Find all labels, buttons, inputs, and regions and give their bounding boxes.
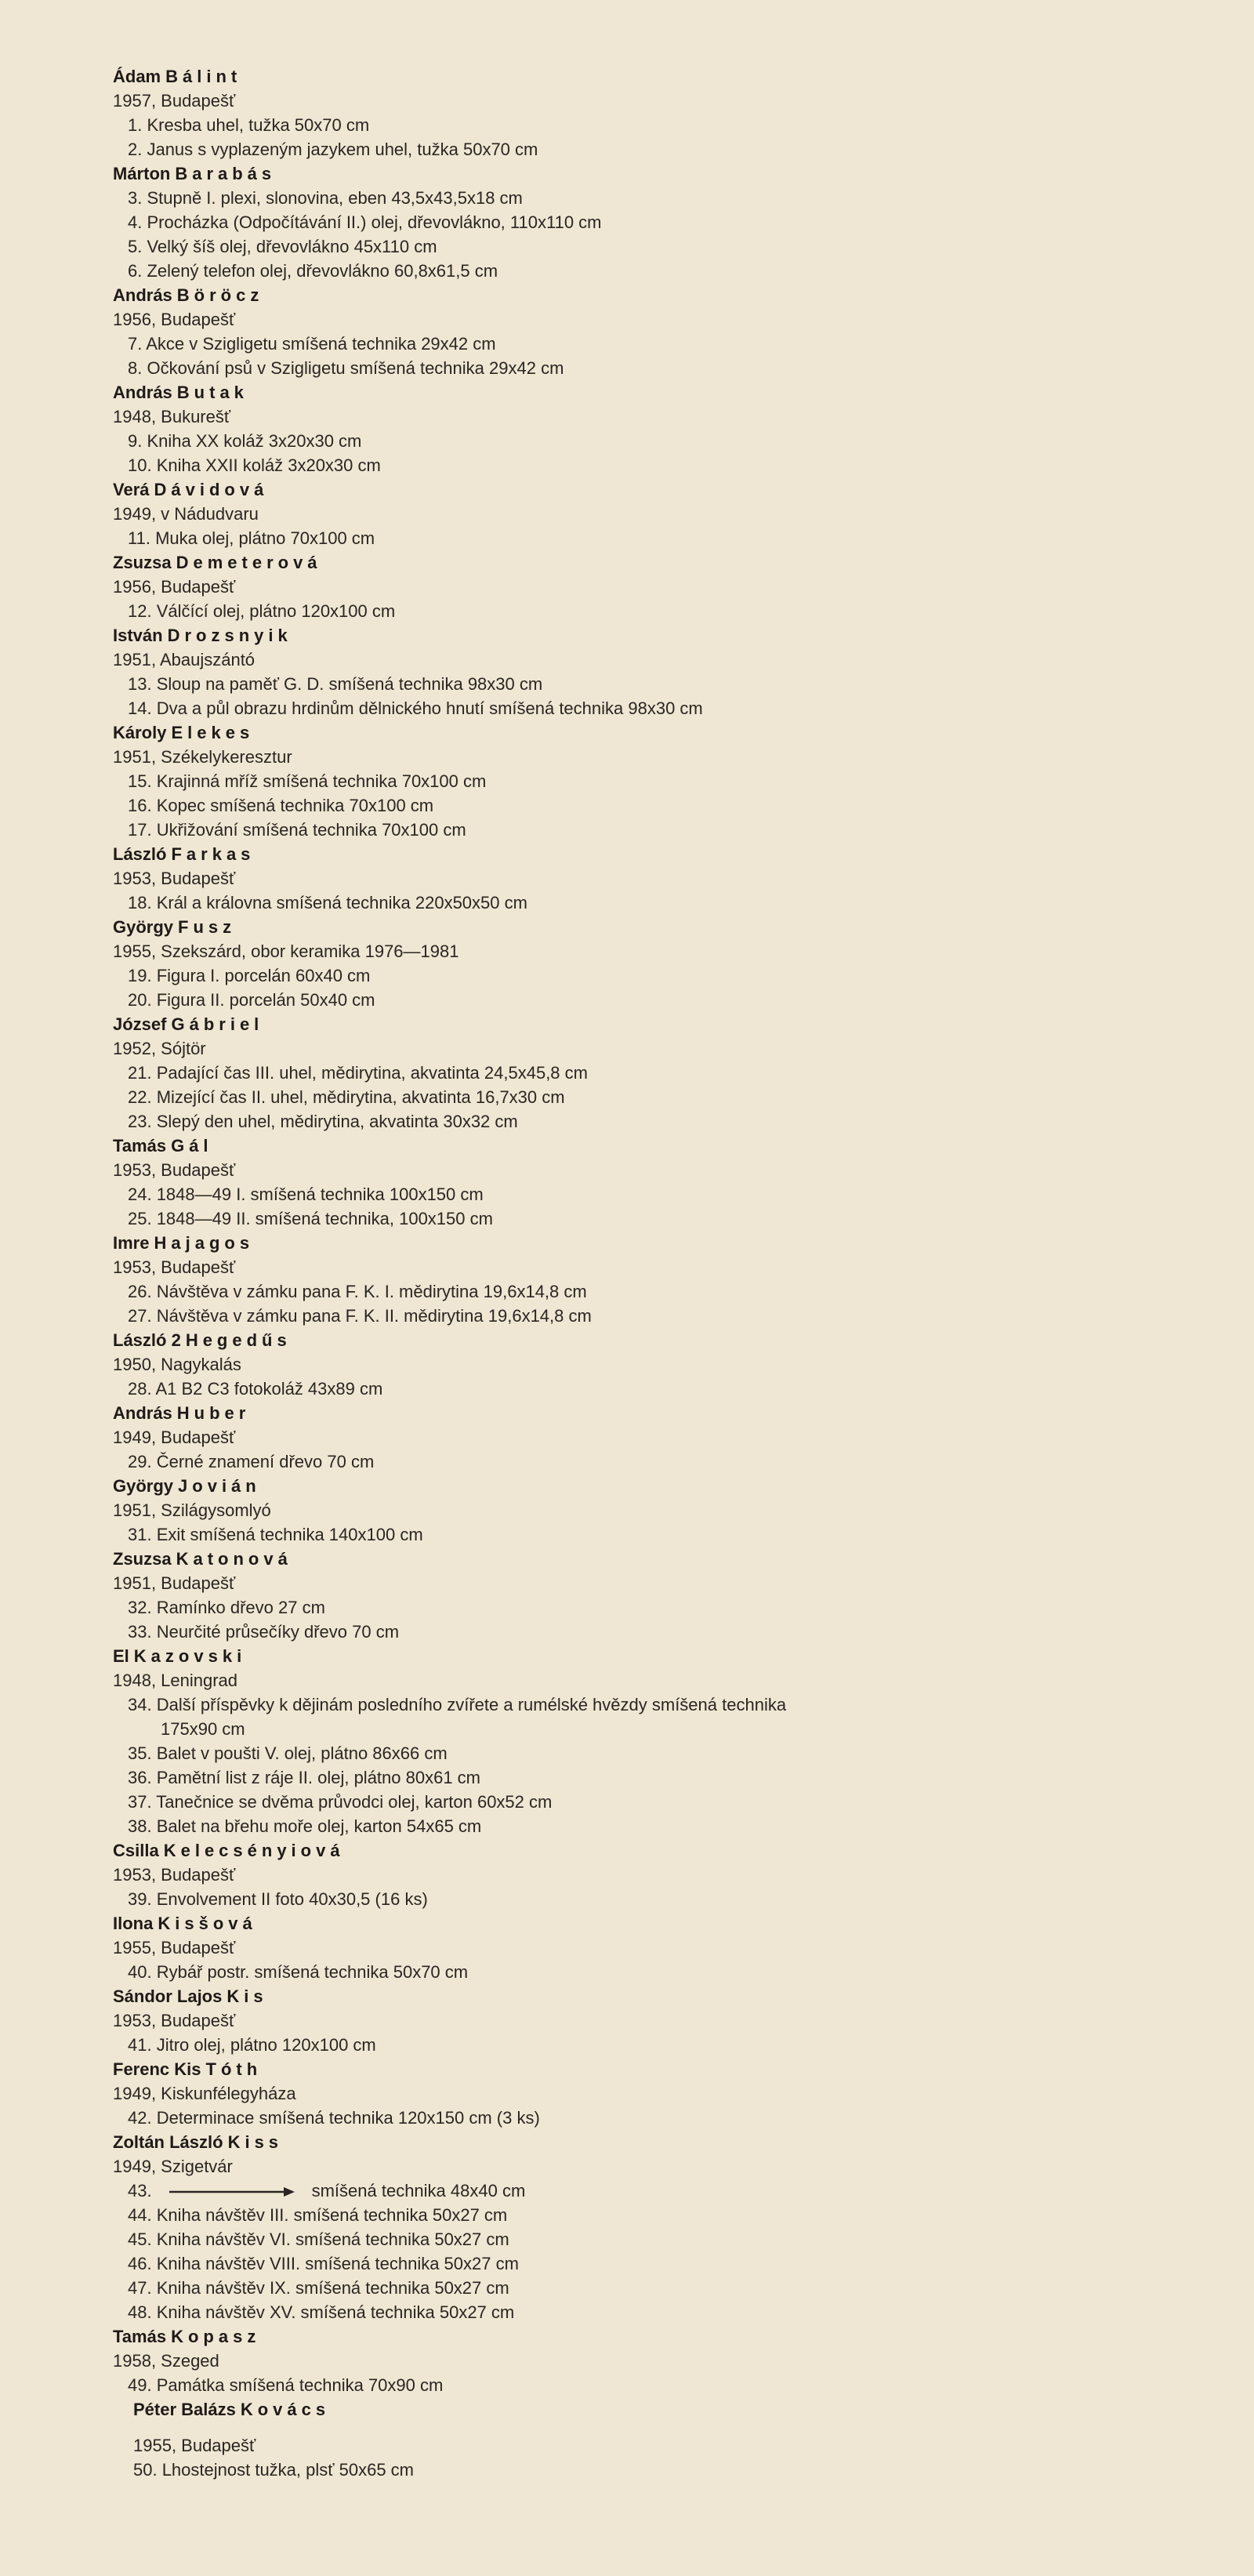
- artist-entry: [113, 720, 1210, 842]
- work-item: 7. Akce v Szigligetu smíšená technika 29x42 cm: [128, 334, 496, 354]
- artist-name: András Butak: [113, 383, 248, 402]
- artist-entry: [113, 623, 1210, 720]
- work-item: 48. Kniha návštěv XV. smíšená technika 50x27 cm: [128, 2302, 515, 2322]
- artist-entry: [113, 1911, 1210, 1984]
- artist-birth-info: 1949, Budapešť: [113, 1428, 236, 1447]
- artist-birth-info: 1956, Budapešť: [113, 577, 236, 597]
- work-item: 39. Envolvement II foto 40x30,5 (16 ks): [128, 1889, 428, 1909]
- work-item: 10. Kniha XXII koláž 3x20x30 cm: [128, 455, 381, 475]
- artist-entry: [113, 2130, 1210, 2324]
- work-item: 46. Kniha návštěv VIII. smíšená technika 50x27 cm: [128, 2254, 519, 2273]
- artist-name: Márton Barabás: [113, 164, 277, 183]
- work-item: 3. Stupně I. plexi, slonovina, eben 43,5x43,5x18 cm: [128, 188, 523, 208]
- artist-birth-info: 1953, Budapešť: [113, 1160, 236, 1180]
- artist-entry: [113, 161, 1210, 283]
- work-item: 29. Černé znamení dřevo 70 cm: [128, 1452, 375, 1471]
- work-item: 4. Procházka (Odpočítávání II.) olej, dřevovlákno, 110x110 cm: [128, 212, 602, 232]
- work-item: 11. Muka olej, plátno 70x100 cm: [128, 528, 375, 548]
- artist-name: Ferenc Kis Tóth: [113, 2059, 263, 2079]
- work-item: 2. Janus s vyplazeným jazykem uhel, tužka 50x70 cm: [128, 140, 538, 159]
- artist-name: András Böröcz: [113, 285, 264, 305]
- work-item: 40. Rybář postr. smíšená technika 50x70 cm: [128, 1962, 469, 1982]
- artist-birth-info: 1949, Kiskunfélegyháza: [113, 2084, 296, 2103]
- artist-entry: [113, 550, 1210, 623]
- artist-birth-info: 1953, Budapešť: [113, 869, 236, 888]
- work-item: 27. Návštěva v zámku pana F. K. II. mědirytina 19,6x14,8 cm: [128, 1306, 592, 1326]
- artist-birth-info: 1951, Szilágysomlyó: [113, 1500, 271, 1520]
- artist-birth-info: 1949, Szigetvár: [113, 2157, 233, 2176]
- artist-name: Imre Hajagos: [113, 1233, 255, 1253]
- work-item: 45. Kniha návštěv VI. smíšená technika 50x27 cm: [128, 2230, 509, 2249]
- artist-name: Ádam Bálint: [113, 67, 242, 86]
- artist-birth-info: 1955, Szekszárd, obor keramika 1976—1981: [113, 942, 459, 961]
- artist-birth-info: 1952, Sójtör: [113, 1039, 206, 1058]
- work-item: 38. Balet na břehu moře olej, karton 54x65 cm: [128, 1816, 482, 1836]
- artist-name: Zoltán László Kiss: [113, 2132, 284, 2152]
- work-item: 13. Sloup na paměť G. D. smíšená technika 98x30 cm: [128, 674, 543, 694]
- artist-entry: [113, 1547, 1210, 1644]
- artist-entry: [113, 283, 1210, 380]
- right-arrow-icon: [169, 2186, 295, 2197]
- work-item: 16. Kopec smíšená technika 70x100 cm: [128, 796, 434, 815]
- exhibition-catalogue-list: [113, 64, 1210, 2482]
- work-item: 14. Dva a půl obrazu hrdinům dělnického hnutí smíšená technika 98x30 cm: [128, 698, 703, 718]
- work-item: 41. Jitro olej, plátno 120x100 cm: [128, 2035, 376, 2055]
- artist-name: El Kazovski: [113, 1646, 247, 1666]
- work-item: 19. Figura I. porcelán 60x40 cm: [128, 966, 371, 985]
- artist-entry: [113, 2057, 1210, 2130]
- work-item: 44. Kniha návštěv III. smíšená technika 50x27 cm: [128, 2205, 508, 2225]
- artist-name: Károly Elekes: [113, 723, 255, 742]
- work-item: 47. Kniha návštěv IX. smíšená technika 50x27 cm: [128, 2278, 509, 2298]
- work-item: 12. Válčící olej, plátno 120x100 cm: [128, 601, 396, 621]
- work-item: 9. Kniha XX koláž 3x20x30 cm: [128, 431, 362, 451]
- artist-name: József Gábriel: [113, 1014, 264, 1034]
- work-item: 15. Krajinná mříž smíšená technika 70x100 cm: [128, 771, 487, 791]
- work-item: 42. Determinace smíšená technika 120x150 cm (3 ks): [128, 2108, 540, 2128]
- artist-entry: [113, 1984, 1210, 2057]
- artist-entry: [113, 1134, 1210, 1231]
- artist-entry: [113, 2324, 1210, 2397]
- artist-birth-info: 1951, Abaujszántó: [113, 650, 256, 669]
- artist-name: Ilona Kisšová: [113, 1914, 257, 1933]
- work-item: 25. 1848—49 II. smíšená technika, 100x150 cm: [128, 1209, 493, 1228]
- artist-name: Tamás Gál: [113, 1136, 213, 1156]
- work-item: 31. Exit smíšená technika 140x100 cm: [128, 1525, 423, 1544]
- artist-name: István Drozsnyik: [113, 626, 292, 645]
- artist-entry: [113, 64, 1210, 161]
- artist-entry: [113, 915, 1210, 1012]
- work-item: 37. Tanečnice se dvěma průvodci olej, karton 60x52 cm: [128, 1792, 553, 1812]
- work-item: 35. Balet v poušti V. olej, plátno 86x66 cm: [128, 1743, 448, 1763]
- artist-birth-info: 1951, Székelykeresztur: [113, 747, 292, 767]
- artist-birth-info: 1956, Budapešť: [113, 310, 236, 329]
- artist-entry: [113, 1328, 1210, 1401]
- work-item: 34. Další příspěvky k dějinám posledního zvířete a rumélské hvězdy smíšená technika 175x90 cm: [128, 1695, 787, 1739]
- artist-name: Péter Balázs Kovács: [133, 2400, 331, 2419]
- artist-birth-info: 1957, Budapešť: [113, 91, 236, 111]
- work-item: 8. Očkování psů v Szigligetu smíšená technika 29x42 cm: [128, 358, 564, 378]
- artist-name: László 2 Hegedűs: [113, 1330, 292, 1350]
- artist-entry: [113, 477, 1210, 550]
- artist-name: Csilla Kelecsényiová: [113, 1841, 345, 1860]
- artist-entry: [113, 1474, 1210, 1547]
- work-item: 22. Mizející čas II. uhel, mědirytina, akvatinta 16,7x30 cm: [128, 1087, 565, 1107]
- work-item: 32. Ramínko dřevo 27 cm: [128, 1598, 325, 1617]
- work-item: 20. Figura II. porcelán 50x40 cm: [128, 990, 375, 1010]
- artist-birth-info: 1953, Budapešť: [113, 1257, 236, 1277]
- artist-name: Zsuzsa Katonová: [113, 1549, 292, 1569]
- artist-entry: [113, 1231, 1210, 1328]
- artist-name: György Jovián: [113, 1476, 261, 1496]
- work-item: 43. smíšená technika 48x40 cm: [128, 2181, 526, 2200]
- work-item: 21. Padající čas III. uhel, mědirytina, akvatinta 24,5x45,8 cm: [128, 1063, 588, 1083]
- work-item: 49. Památka smíšená technika 70x90 cm: [128, 2375, 444, 2395]
- artist-name: Zsuzsa Demeterová: [113, 553, 322, 572]
- work-item: 28. A1 B2 C3 fotokoláž 43x89 cm: [128, 1379, 383, 1399]
- artist-birth-info: 1951, Budapešť: [113, 1573, 236, 1593]
- artist-name: Verá Dávidová: [113, 480, 269, 499]
- work-item: 6. Zelený telefon olej, dřevovlákno 60,8x61,5 cm: [128, 261, 498, 281]
- artist-entry: [113, 380, 1210, 477]
- artist-name: László Farkas: [113, 844, 256, 864]
- artist-birth-info: 1953, Budapešť: [113, 1865, 236, 1885]
- artist-entry: [113, 1644, 1210, 1838]
- work-item: 18. Král a královna smíšená technika 220x50x50 cm: [128, 893, 527, 912]
- artist-birth-info: 1955, Budapešť: [133, 2436, 256, 2455]
- artist-name: András Huber: [113, 1403, 251, 1423]
- work-item: 17. Ukřižování smíšená technika 70x100 cm: [128, 820, 466, 840]
- work-item: 50. Lhostejnost tužka, plsť 50x65 cm: [133, 2460, 415, 2480]
- artist-entry: [133, 2397, 1210, 2482]
- artist-entry: [113, 1012, 1210, 1134]
- artist-birth-info: 1953, Budapešť: [113, 2011, 236, 2030]
- work-item: 1. Kresba uhel, tužka 50x70 cm: [128, 115, 370, 135]
- artist-birth-info: 1950, Nagykalás: [113, 1355, 241, 1374]
- artist-name: Sándor Lajos Kis: [113, 1986, 268, 2006]
- artist-entry: [113, 842, 1210, 915]
- artist-birth-info: 1948, Bukurešť: [113, 407, 231, 426]
- work-item: 23. Slepý den uhel, mědirytina, akvatinta 30x32 cm: [128, 1112, 518, 1131]
- artist-entry: [113, 1401, 1210, 1474]
- work-item: 5. Velký šíš olej, dřevovlákno 45x110 cm: [128, 237, 437, 256]
- artist-name: Tamás Kopasz: [113, 2327, 261, 2346]
- artist-birth-info: 1958, Szeged: [113, 2351, 219, 2371]
- artist-name: György Fusz: [113, 917, 237, 937]
- artist-birth-info: 1948, Leningrad: [113, 1671, 238, 1690]
- artist-birth-info: 1949, v Nádudvaru: [113, 504, 259, 524]
- work-item: 36. Pamětní list z ráje II. olej, plátno 80x61 cm: [128, 1768, 481, 1787]
- work-item: 26. Návštěva v zámku pana F. K. I. mědirytina 19,6x14,8 cm: [128, 1282, 587, 1301]
- work-item: 24. 1848—49 I. smíšená technika 100x150 cm: [128, 1185, 484, 1204]
- artist-entry: [113, 1838, 1210, 1911]
- artist-birth-info: 1955, Budapešť: [113, 1938, 236, 1957]
- work-item: 33. Neurčité průsečíky dřevo 70 cm: [128, 1622, 400, 1642]
